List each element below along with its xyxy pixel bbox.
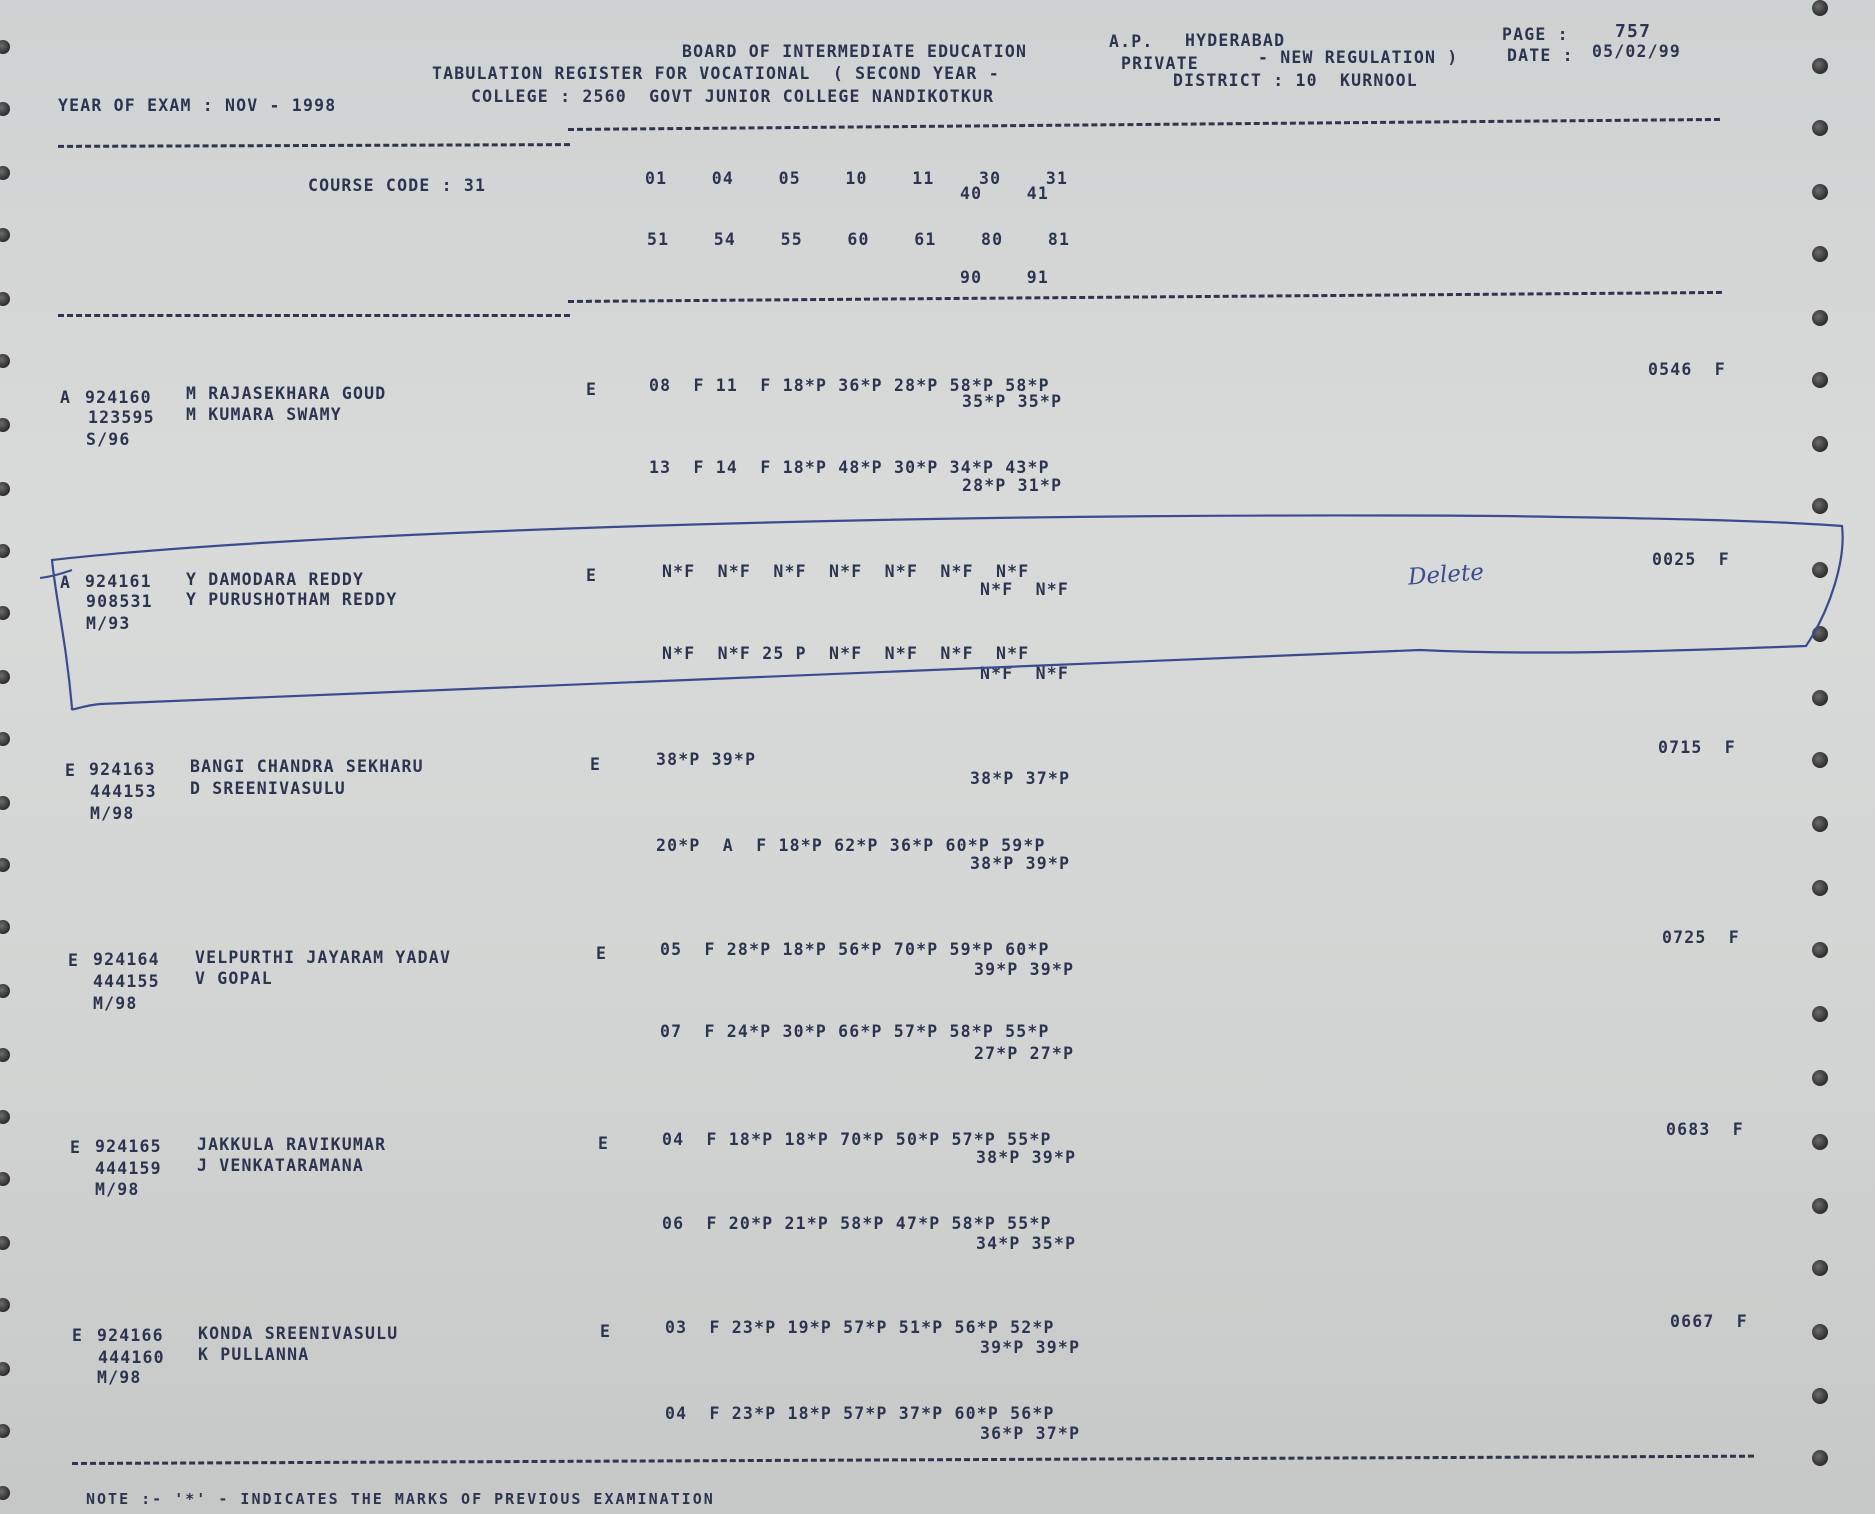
date-label: DATE : [1507, 46, 1574, 65]
session: M/98 [97, 1368, 142, 1387]
category: E [72, 1326, 84, 1345]
father-name: K PULLANNA [198, 1345, 310, 1364]
student-name: VELPURTHI JAYARAM YADAV [195, 948, 452, 967]
marks-row: 04 F 23*P 18*P 57*P 37*P 60*P 56*P [665, 1404, 1055, 1423]
subject-codes-row1: 01 04 05 10 11 30 31 [645, 169, 1069, 188]
marks-row: 03 F 23*P 19*P 57*P 51*P 56*P 52*P [665, 1318, 1055, 1337]
marks-row: N*F N*F N*F N*F N*F N*F N*F [662, 562, 1030, 581]
marks-row: N*F N*F [980, 580, 1070, 599]
state-name: A.P. [1109, 32, 1154, 51]
total-result: 0683 F [1666, 1120, 1744, 1139]
print-date: 05/02/99 [1592, 42, 1682, 61]
regulation-label: - NEW REGULATION ) [1258, 48, 1459, 67]
student-name: Y DAMODARA REDDY [186, 570, 365, 589]
total-result: 0546 F [1648, 360, 1726, 379]
marks-row: 35*P 35*P [962, 392, 1063, 411]
session: M/98 [90, 804, 135, 823]
hall-ticket-number: 924166 [97, 1326, 164, 1345]
session: M/98 [95, 1180, 140, 1199]
page-number: 757 [1615, 21, 1652, 42]
marks-row: 38*P 39*P [976, 1148, 1077, 1167]
hall-ticket-number: 924164 [93, 950, 160, 969]
marks-row: 13 F 14 F 18*P 48*P 30*P 34*P 43*P [649, 458, 1050, 477]
hall-ticket-number: 924163 [89, 760, 156, 779]
total-result: 0667 F [1670, 1312, 1748, 1331]
medium: E [586, 380, 598, 399]
marks-row: 07 F 24*P 30*P 66*P 57*P 58*P 55*P [660, 1022, 1050, 1041]
marks-row: 39*P 39*P [974, 960, 1075, 979]
marks-row: 39*P 39*P [980, 1338, 1081, 1357]
session: S/96 [86, 430, 131, 449]
category: E [68, 951, 80, 970]
marks-row: 20*P A F 18*P 62*P 36*P 60*P 59*P [656, 836, 1046, 855]
father-name: D SREENIVASULU [190, 779, 346, 798]
father-name: Y PURUSHOTHAM REDDY [186, 590, 398, 609]
college-info: COLLEGE : 2560 GOVT JUNIOR COLLEGE NANDIKOTKUR [471, 87, 995, 106]
session: M/93 [86, 614, 131, 633]
student-name: JAKKULA RAVIKUMAR [197, 1135, 387, 1154]
total-result: 0725 F [1662, 928, 1740, 947]
page-label: PAGE : [1502, 25, 1569, 44]
category: E [65, 761, 77, 780]
hall-ticket-number: 924165 [95, 1137, 162, 1156]
marks-row: 08 F 11 F 18*P 36*P 28*P 58*P 58*P [649, 376, 1050, 395]
medium: E [596, 944, 608, 963]
reference-number: 908531 [86, 592, 153, 611]
delete-outline [52, 515, 1843, 709]
marks-row: 27*P 27*P [974, 1044, 1075, 1063]
reference-number: 123595 [88, 408, 155, 427]
marks-row: 38*P 39*P [656, 750, 757, 769]
footnote: NOTE :- '*' - INDICATES THE MARKS OF PREVIOUS EXAMINATION [86, 1490, 715, 1508]
medium: E [598, 1134, 610, 1153]
marks-row: 36*P 37*P [980, 1424, 1081, 1443]
student-name: BANGI CHANDRA SEKHARU [190, 757, 424, 776]
reference-number: 444159 [95, 1159, 162, 1178]
student-name: KONDA SREENIVASULU [198, 1324, 399, 1343]
marks-row: N*F N*F 25 P N*F N*F N*F N*F [662, 644, 1030, 663]
marks-row: N*F N*F [980, 664, 1070, 683]
marks-row: 05 F 28*P 18*P 56*P 70*P 59*P 60*P [660, 940, 1050, 959]
hall-ticket-number: 924160 [85, 388, 152, 407]
total-result: 0715 F [1658, 738, 1736, 757]
medium: E [600, 1322, 612, 1341]
marks-row: 38*P 39*P [970, 854, 1071, 873]
city-name: HYDERABAD [1185, 31, 1286, 50]
board-name: BOARD OF INTERMEDIATE EDUCATION [682, 42, 1028, 61]
reference-number: 444155 [93, 972, 160, 991]
marks-row: 28*P 31*P [962, 476, 1063, 495]
subject-codes-row1b: 40 41 [960, 184, 1050, 203]
course-code-label: COURSE CODE : 31 [308, 176, 487, 195]
category: A [60, 388, 72, 407]
marks-row: 38*P 37*P [970, 769, 1071, 788]
father-name: J VENKATARAMANA [197, 1156, 365, 1175]
father-name: V GOPAL [195, 969, 273, 988]
handwritten-note: Delete [1407, 559, 1485, 591]
delete-outline [40, 570, 72, 578]
medium: E [590, 755, 602, 774]
total-result: 0025 F [1652, 550, 1730, 569]
private-label: PRIVATE [1121, 54, 1199, 73]
father-name: M KUMARA SWAMY [186, 405, 342, 424]
subject-codes-row2: 51 54 55 60 61 80 81 [647, 230, 1071, 249]
marks-row: 06 F 20*P 21*P 58*P 47*P 58*P 55*P [662, 1214, 1052, 1233]
marks-row: 34*P 35*P [976, 1234, 1077, 1253]
marks-row: 04 F 18*P 18*P 70*P 50*P 57*P 55*P [662, 1130, 1052, 1149]
reference-number: 444160 [98, 1348, 165, 1367]
medium: E [586, 566, 598, 585]
district-info: DISTRICT : 10 KURNOOL [1173, 71, 1418, 90]
student-name: M RAJASEKHARA GOUD [186, 384, 387, 403]
session: M/98 [93, 994, 138, 1013]
subject-codes-row3: 90 91 [960, 268, 1050, 287]
category: A [60, 573, 72, 592]
register-title: TABULATION REGISTER FOR VOCATIONAL ( SECOND YEAR - [432, 64, 1000, 83]
category: E [70, 1138, 82, 1157]
reference-number: 444153 [90, 782, 157, 801]
hall-ticket-number: 924161 [85, 572, 152, 591]
year-of-exam: YEAR OF EXAM : NOV - 1998 [58, 96, 337, 115]
